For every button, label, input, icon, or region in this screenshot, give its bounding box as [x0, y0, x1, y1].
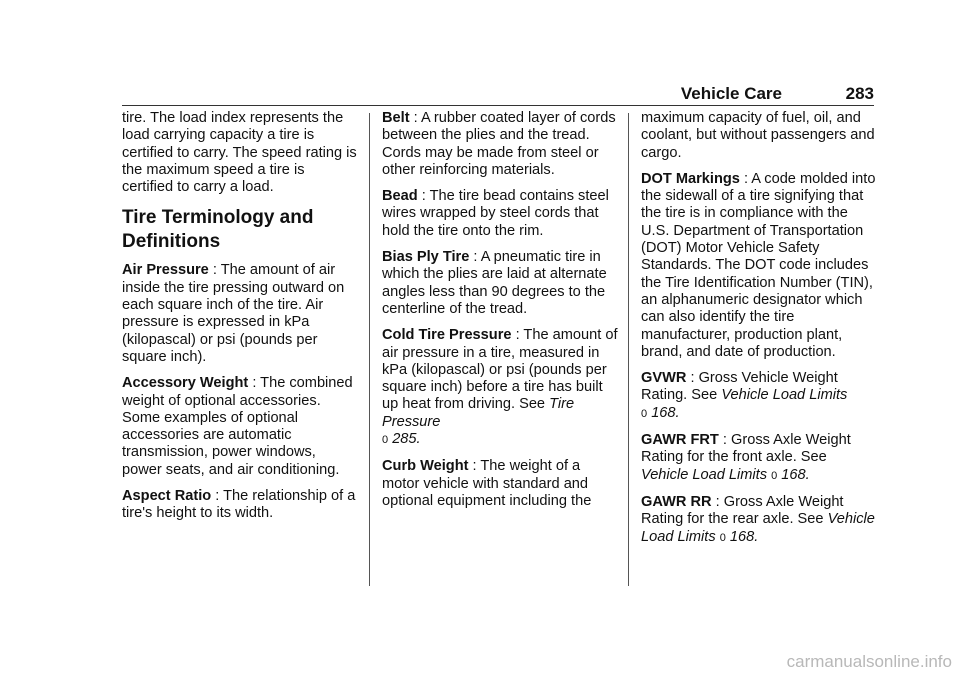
term-separator: :: [718, 432, 731, 449]
cross-reference-page[interactable]: 168: [781, 466, 806, 483]
column-1: [122, 110, 358, 532]
definition-text: A pneumatic tire in which the plies are laid at alternate angles less than 90 degrees to the centerline of the tread.: [382, 249, 607, 317]
term-separator: :: [511, 327, 524, 344]
column-3: [641, 110, 877, 556]
cross-reference-link[interactable]: Vehicle Load Limits: [721, 387, 848, 404]
definition-text: Gross Axle Weight Rating for the rear axle. See: [641, 493, 844, 528]
definition-entry: [641, 432, 877, 485]
definition-entry: [122, 262, 358, 366]
cross-reference-page[interactable]: 285: [392, 431, 417, 448]
page-ref-arrow-icon: 0: [771, 469, 778, 482]
definition-term: DOT Markings: [641, 170, 740, 187]
cross-reference-link[interactable]: Tire Pressure: [382, 396, 575, 430]
cross-reference-link[interactable]: Vehicle Load Limits: [641, 511, 875, 545]
definition-entry: [382, 327, 618, 449]
term-separator: :: [739, 170, 752, 187]
cross-reference-link[interactable]: Vehicle Load Limits: [641, 466, 768, 483]
cross-reference-page[interactable]: 168: [729, 528, 755, 545]
definition-text: The combined weight of optional accessories. Some examples of optional accessories are automatic transmission, power windows, power seats, and air conditioning.: [122, 375, 353, 478]
definition-entry: [122, 375, 358, 479]
term-separator: :: [711, 493, 724, 510]
column-divider: [369, 113, 370, 586]
term-separator: :: [417, 188, 430, 205]
page-ref-arrow-icon: 0: [382, 434, 389, 447]
definition-text: The amount of air inside the tire pressing outward on each square inch of the tire. Air pressure is expressed in kPa (kilopascal) or psi (pounds per square inch).: [122, 262, 345, 365]
definition-term: Accessory Weight: [122, 375, 249, 392]
cross-reference-page[interactable]: 168: [651, 404, 676, 421]
definition-entry: [122, 488, 358, 523]
definition-entry: [382, 188, 618, 240]
definition-entry: [382, 110, 618, 179]
definition-term: Bead: [382, 188, 418, 205]
definition-text: A code molded into the sidewall of a tire signifying that the tire is in compliance with the U.S. Department of Transportation (DOT) Motor Vehicle Safety Standards. The DOT code includes the Tire Identification Number (TIN), an alphanumeric designator which can also identify the tire manufacturer, production plant, brand, and date of production.: [641, 170, 876, 360]
definition-term: Air Pressure: [122, 262, 209, 279]
sentence-end: .: [416, 431, 421, 448]
term-separator: :: [208, 262, 221, 279]
term-separator: :: [468, 458, 481, 475]
definition-entry: [641, 171, 877, 361]
sentence-end: .: [754, 528, 759, 545]
definition-text: Gross Vehicle Weight Rating. See: [641, 370, 838, 404]
definition-text: A rubber coated layer of cords between the plies and the tread. Cords may be made from steel or other reinforcing materials.: [382, 110, 616, 178]
definition-term: GAWR FRT: [641, 432, 719, 449]
term-separator: :: [469, 249, 481, 266]
definition-text: The relationship of a tire's height to its width.: [122, 488, 356, 522]
page-header: [0, 84, 874, 106]
term-separator: :: [686, 370, 699, 387]
definition-entry: [641, 494, 877, 547]
term-separator: :: [211, 488, 224, 505]
definition-term: Belt: [382, 110, 410, 126]
definition-term: GAWR RR: [641, 493, 712, 510]
definition-term: GVWR: [641, 370, 687, 387]
column-divider: [628, 113, 629, 586]
definition-text: The amount of air pressure in a tire, measured in kPa (kilopascal) or psi (pounds per square inch) before a tire has built up heat from driving. See: [382, 327, 618, 413]
definition-term: Curb Weight: [382, 458, 469, 475]
definition-text: The weight of a motor vehicle with standard and optional equipment including the: [382, 458, 592, 509]
intro-paragraph: tire. The load index represents the load carrying capacity a tire is certified to carry. The speed rating is the maximum speed a tire is certified to carry a load.: [122, 110, 357, 196]
term-separator: :: [409, 110, 421, 126]
header-rule: [122, 105, 874, 106]
definition-entry: [382, 249, 618, 318]
term-separator: :: [248, 375, 261, 392]
page-ref-arrow-icon: 0: [641, 407, 648, 420]
section-heading: Tire Terminology and Definitions: [122, 207, 314, 253]
definition-term: Bias Ply Tire: [382, 249, 470, 266]
definition-entry: [641, 370, 877, 423]
sentence-end: .: [675, 404, 680, 421]
continued-paragraph: maximum capacity of fuel, oil, and coolant, but without passengers and cargo.: [641, 110, 875, 161]
page-ref-arrow-icon: 0: [719, 531, 726, 544]
page-number: 283: [845, 84, 874, 103]
definition-text: The tire bead contains steel wires wrapped by steel cords that hold the tire onto the rim.: [382, 188, 609, 239]
section-title: Vehicle Care: [680, 84, 782, 103]
sentence-end: .: [805, 466, 810, 483]
definition-entry: [382, 458, 618, 510]
definition-text: Gross Axle Weight Rating for the front axle. See: [641, 432, 851, 466]
column-2: [382, 110, 618, 519]
definition-term: Cold Tire Pressure: [382, 327, 512, 344]
definition-term: Aspect Ratio: [122, 488, 212, 505]
watermark-text: carmanualsonline.info: [786, 652, 952, 671]
